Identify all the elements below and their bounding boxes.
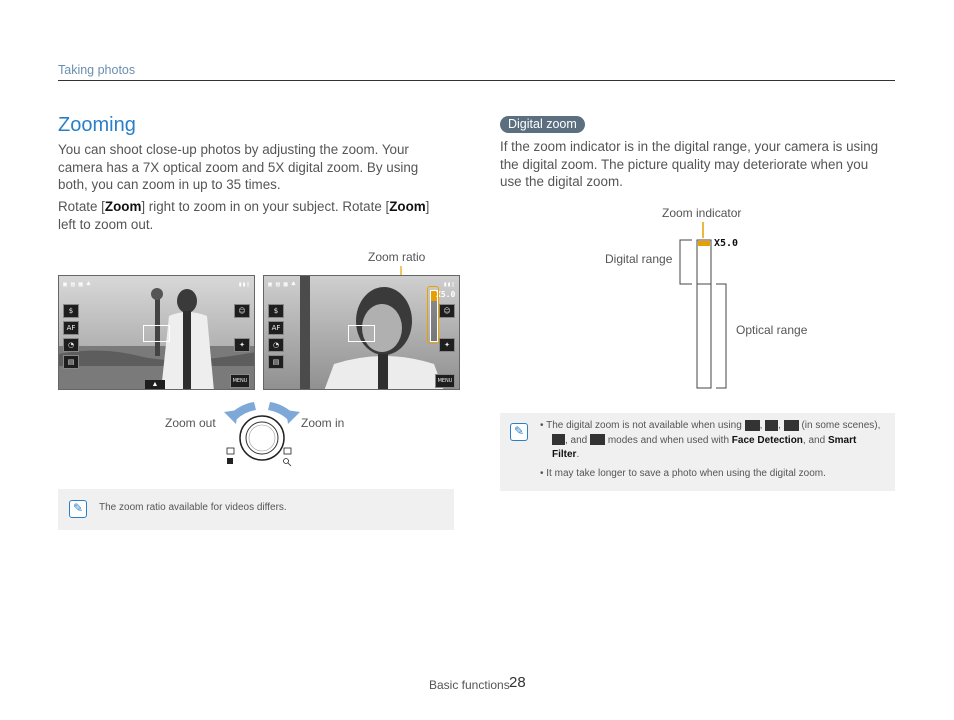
thumbnail-icon	[227, 458, 233, 464]
expand-arrow-icon[interactable]: ▲	[145, 380, 165, 390]
smart-movie-icon	[590, 434, 605, 445]
note-text: The zoom ratio available for videos differs.	[99, 502, 287, 513]
zoom-ratio-highlight	[427, 286, 439, 344]
flash-icon[interactable]: $	[268, 304, 284, 318]
display-icon[interactable]: ▤	[268, 355, 284, 369]
zoom-in-label: Zoom in	[301, 416, 345, 430]
digital-range-label: Digital range	[605, 252, 673, 266]
note-list-item: • The digital zoom is not available when using , , (in some scenes), , and modes and when used with Face Detection, and Smart Filter.	[540, 420, 881, 460]
face-icon[interactable]: ☺	[439, 304, 455, 318]
zoom-indicator-value: X5.0	[714, 238, 739, 249]
note-list	[540, 419, 885, 481]
digital-zoom-text: If the zoom indicator is in the digital range, your camera is using the digital zoom. The picture quality may deteriorate when you use the digital zoom.	[500, 139, 879, 190]
zoom-indicator-label: Zoom indicator	[662, 206, 742, 220]
page-number: 28	[509, 674, 526, 691]
note-icon: ✎	[510, 423, 528, 441]
zoom-intro-text: You can shoot close-up photos by adjusting the zoom. Your camera has a 7X optical zoom and 5X digital zoom. By using both, you can zoom in up to 35 times.	[58, 142, 419, 193]
page-title: Zooming	[58, 114, 136, 136]
note-icon: ✎	[69, 500, 87, 518]
face-icon[interactable]: ☺	[234, 304, 250, 318]
battery-icon: ▮▮▯	[443, 280, 455, 288]
note-box	[500, 413, 895, 491]
settings-icon[interactable]: ✦	[234, 338, 250, 352]
tele-icon	[284, 448, 291, 454]
timer-icon[interactable]: ◔	[63, 338, 79, 352]
zoom-key-label: Zoom	[389, 199, 426, 214]
movie-icon	[552, 434, 565, 445]
zoom-out-label: Zoom out	[165, 416, 216, 430]
zoom-key-label: Zoom	[104, 199, 142, 214]
status-bar: ▣ ▤ ▦ ♣	[63, 280, 91, 288]
footer-section-label: Basic functions	[429, 678, 510, 692]
dual-is-icon	[765, 420, 778, 431]
zoom-lever-diagram	[222, 398, 302, 468]
display-icon[interactable]: ▤	[63, 355, 79, 369]
focus-frame	[143, 325, 170, 342]
wide-icon	[227, 448, 234, 454]
note-box	[58, 489, 454, 530]
flash-icon[interactable]: $	[63, 304, 79, 318]
digital-zoom-badge: Digital zoom	[500, 116, 585, 133]
focus-frame	[348, 325, 375, 342]
settings-icon[interactable]: ✦	[439, 338, 455, 352]
status-bar: ▣ ▤ ▦ ♣	[268, 280, 296, 288]
menu-button[interactable]: MENU	[435, 374, 455, 388]
smart-auto-icon	[745, 420, 760, 431]
header-divider	[58, 80, 895, 81]
zoom-indicator	[698, 241, 710, 246]
zoom-rotate-text: Rotate [Zoom] right to zoom in on your subject. Rotate [Zoom] left to zoom out.	[58, 199, 430, 232]
zoom-ratio-label: Zoom ratio	[368, 250, 426, 264]
camera-screen-zoomed-out	[58, 275, 255, 390]
af-icon[interactable]: AF	[268, 321, 284, 335]
section-header: Taking photos	[58, 63, 136, 77]
af-icon[interactable]: AF	[63, 321, 79, 335]
zoom-ratio-value: X5.0	[436, 290, 456, 299]
battery-icon: ▮▮▯	[238, 280, 250, 288]
scene-icon	[784, 420, 799, 431]
menu-button[interactable]: MENU	[230, 374, 250, 388]
timer-icon[interactable]: ◔	[268, 338, 284, 352]
note-list-item: • It may take longer to save a photo when using the digital zoom.	[540, 467, 826, 479]
optical-range-label: Optical range	[736, 323, 808, 337]
magnify-icon	[284, 459, 289, 464]
